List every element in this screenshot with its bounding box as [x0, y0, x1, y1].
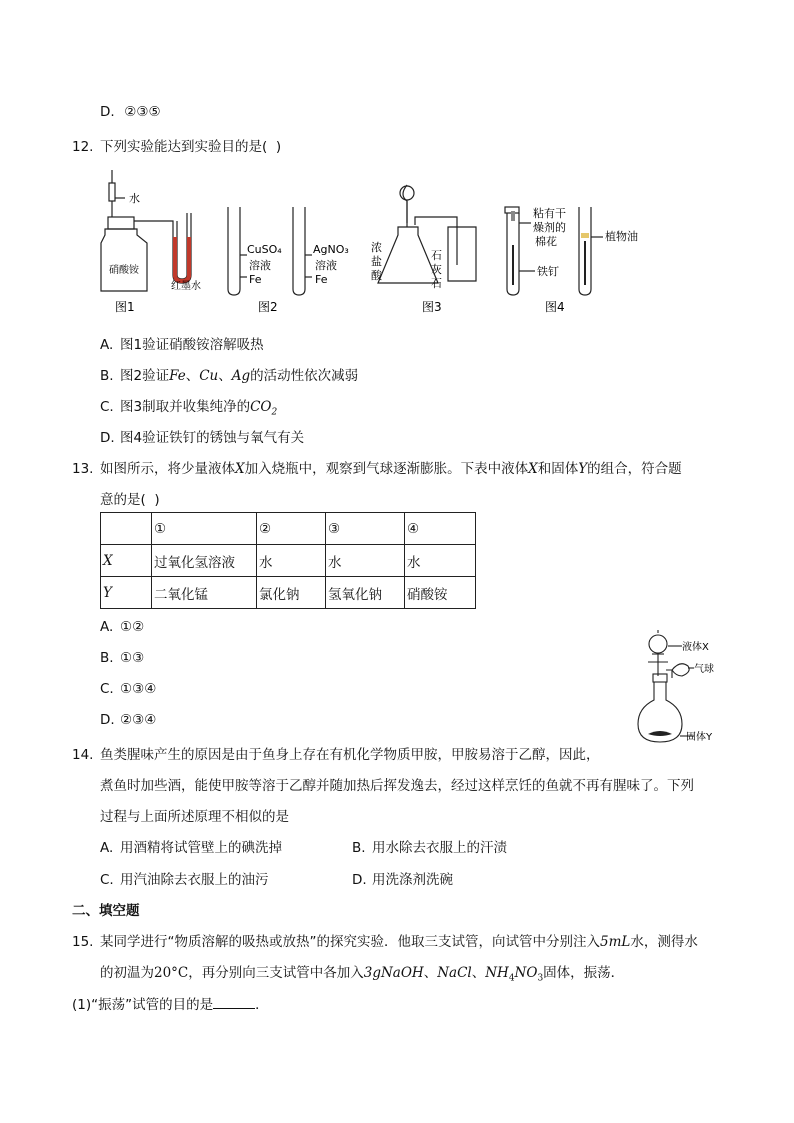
- q14-option-d: [352, 868, 453, 888]
- fig2-left-solution2: 溶液: [249, 259, 271, 272]
- math-nacl: NaCl: [437, 965, 472, 981]
- fig3-acid-label-2: 盐: [371, 255, 382, 268]
- q12-figure: [95, 165, 655, 317]
- math-temperature: 20°C: [154, 965, 189, 981]
- q15-subquestion-1: [72, 993, 269, 1013]
- table-row: [101, 513, 476, 545]
- stem-text: 的组合，符合题: [587, 461, 682, 477]
- stem-text: 水，测得水: [630, 934, 698, 950]
- stem-text: 的初温为: [100, 965, 154, 981]
- table-cell: ④: [405, 513, 476, 545]
- option-letter: D.: [100, 712, 115, 728]
- fig2-left-metal: Fe: [249, 273, 262, 286]
- table-cell: Y: [101, 577, 152, 609]
- table-cell: 氢氧化钠: [326, 577, 405, 609]
- table-cell: 水: [326, 545, 405, 577]
- question-number: 14.: [72, 747, 94, 763]
- fig3-stone-label-2: 灰: [431, 263, 442, 276]
- fig3-caption: 图3: [422, 300, 442, 314]
- table-cell: ①: [152, 513, 257, 545]
- formula-subscript: 2: [271, 407, 278, 418]
- option-text: ①③: [120, 650, 145, 666]
- var-x: X: [235, 461, 245, 477]
- q13-option-b: [100, 650, 144, 666]
- separator: 、: [218, 368, 232, 384]
- q12-option-c: [100, 395, 277, 418]
- option-letter: D.: [352, 872, 367, 888]
- q12-option-d: [100, 426, 304, 446]
- table-cell: 氯化钠: [257, 577, 326, 609]
- option-text: 图4验证铁钉的锈蚀与氧气有关: [120, 430, 305, 446]
- fig4-desiccant-label-2: 燥剂的: [533, 221, 566, 234]
- formula-subscript: 4: [508, 973, 515, 984]
- option-letter: D.: [100, 430, 115, 446]
- stem-text: 鱼类腥味产生的原因是由于鱼身上存在有机化学物质甲胺，甲胺易溶于乙醇，因此，: [100, 747, 600, 763]
- option-text: ②③④: [120, 712, 157, 728]
- fig3-stone-label-3: 石: [431, 277, 442, 290]
- formula-co2: CO: [250, 399, 272, 415]
- q13-option-d: [100, 712, 156, 728]
- table-row: [101, 577, 476, 609]
- option-letter: A.: [100, 840, 114, 856]
- option-text: ①③④: [120, 681, 157, 697]
- table-cell: 水: [257, 545, 326, 577]
- option-letter: C.: [100, 399, 114, 415]
- q14-stem-line1: [72, 743, 600, 763]
- option-text: 用酒精将试管壁上的碘洗掉: [120, 840, 282, 856]
- answer-blank[interactable]: [213, 996, 255, 1009]
- fig4-desiccant-label-1: 粘有干: [533, 207, 566, 220]
- math-naoh: 3gNaOH: [363, 965, 424, 981]
- option-letter: A.: [100, 337, 114, 353]
- option-text: 用汽油除去衣服上的油污: [120, 872, 269, 888]
- q14-option-b: [352, 836, 507, 856]
- var-x: X: [528, 461, 538, 477]
- stem-text: 和固体: [537, 461, 579, 477]
- table-cell: ③: [326, 513, 405, 545]
- formula-ag: Ag: [231, 368, 251, 384]
- option-letter: D.: [100, 104, 115, 120]
- table-cell: X: [101, 545, 152, 577]
- stem-text: 加入烧瓶中，观察到气球逐渐膨胀。下表中液体: [244, 461, 529, 477]
- question-number: 13.: [72, 461, 94, 477]
- formula-cu: Cu: [199, 368, 219, 384]
- balloon-label: 气球: [694, 664, 714, 675]
- q14-option-a: [100, 836, 282, 856]
- fig2-left-solution: CuSO₄: [247, 243, 282, 256]
- q12-option-b: [100, 364, 358, 384]
- fig4-desiccant-label-3: 棉花: [535, 235, 557, 248]
- fig1-salt-label: 硝酸铵: [109, 265, 139, 276]
- math-nh4no3: NH: [485, 965, 509, 981]
- option-text: ②③⑤: [124, 104, 161, 120]
- option-text-end: 的活动性依次减弱: [250, 368, 359, 384]
- question-number: 15.: [72, 934, 94, 950]
- subquestion-text: (1)“振荡”试管的目的是: [72, 997, 214, 1013]
- option-text: 用水除去衣服上的汗渍: [372, 840, 507, 856]
- fig3-acid-label-3: 酸: [371, 269, 382, 282]
- q11-option-d: [100, 104, 161, 120]
- option-letter: C.: [100, 681, 114, 697]
- subquestion-end: ．: [255, 997, 269, 1013]
- table-cell: 硝酸铵: [405, 577, 476, 609]
- q13-option-a: [100, 619, 144, 635]
- option-letter: B.: [352, 840, 366, 856]
- q15-stem-line1: [72, 930, 698, 950]
- option-text: 图1验证硝酸铵溶解吸热: [120, 337, 264, 353]
- stem-text: ，再分别向三支试管中各加入: [188, 965, 364, 981]
- fig3-acid-label-1: 浓: [371, 241, 382, 254]
- fig1-caption: 图1: [115, 300, 135, 314]
- stem-text: 某同学进行“物质溶解的吸热或放热”的探究实验．他取三支试管，向试管中分别注入: [100, 934, 600, 950]
- q13-figure: [636, 630, 726, 748]
- separator: 、: [423, 965, 438, 981]
- fig1-ink-label: 红墨水: [171, 281, 201, 292]
- option-text: 用洗涤剂洗碗: [372, 872, 453, 888]
- option-text: 图2验证: [120, 368, 170, 384]
- option-letter: B.: [100, 368, 114, 384]
- solid-y-label: 固体Y: [686, 732, 713, 743]
- fig1-water-label: 水: [129, 192, 140, 205]
- fig2-right-metal: Fe: [315, 273, 328, 286]
- math-volume: 5mL: [600, 934, 631, 950]
- q13-stem-line2: 意的是( ): [100, 492, 160, 508]
- question-text: 下列实验能达到实验目的是( ): [100, 139, 282, 155]
- option-letter: B.: [100, 650, 114, 666]
- q13-stem-line1: [72, 457, 682, 477]
- formula-subscript: 3: [537, 973, 544, 984]
- table-row: [101, 545, 476, 577]
- option-letter: C.: [100, 872, 114, 888]
- stem-text: 固体，振荡．: [543, 965, 625, 981]
- fig2-caption: 图2: [258, 300, 278, 314]
- stem-text: 如图所示，将少量液体: [100, 461, 235, 477]
- fig4-oil-label: 植物油: [605, 230, 638, 243]
- q14-option-c: [100, 868, 269, 888]
- q13-table: [100, 512, 476, 609]
- separator: 、: [185, 368, 200, 384]
- table-cell: ②: [257, 513, 326, 545]
- table-cell: 水: [405, 545, 476, 577]
- q14-stem-line2: 煮鱼时加些酒，能使甲胺等溶于乙醇并随加热后挥发逸去，经过这样烹饪的鱼就不再有腥味了。下列: [100, 778, 694, 794]
- fig2-right-solution: AgNO₃: [313, 243, 349, 256]
- q12-option-a: [100, 333, 264, 353]
- fig3-stone-label-1: 石: [431, 249, 442, 262]
- q13-option-c: [100, 681, 156, 697]
- math-nh4no3: NO: [514, 965, 538, 981]
- q12-stem: [72, 135, 281, 155]
- table-cell: 过氧化氢溶液: [152, 545, 257, 577]
- option-text: 图3制取并收集纯净的: [120, 399, 251, 415]
- table-cell: 二氧化锰: [152, 577, 257, 609]
- table-cell: [101, 513, 152, 545]
- option-letter: A.: [100, 619, 114, 635]
- fig4-nail-label: 铁钉: [537, 265, 559, 278]
- option-text: ①②: [120, 619, 145, 635]
- separator: 、: [471, 965, 486, 981]
- liquid-x-label: 液体X: [682, 642, 709, 653]
- question-number: 12.: [72, 139, 94, 155]
- section-title: 二、填空题: [72, 903, 140, 919]
- fig2-right-solution2: 溶液: [315, 259, 337, 272]
- fig4-caption: 图4: [545, 300, 565, 314]
- formula-fe: Fe: [169, 368, 186, 384]
- q14-stem-line3: 过程与上面所述原理不相似的是: [100, 809, 289, 825]
- q15-stem-line2: [100, 961, 624, 984]
- var-y: Y: [578, 461, 588, 477]
